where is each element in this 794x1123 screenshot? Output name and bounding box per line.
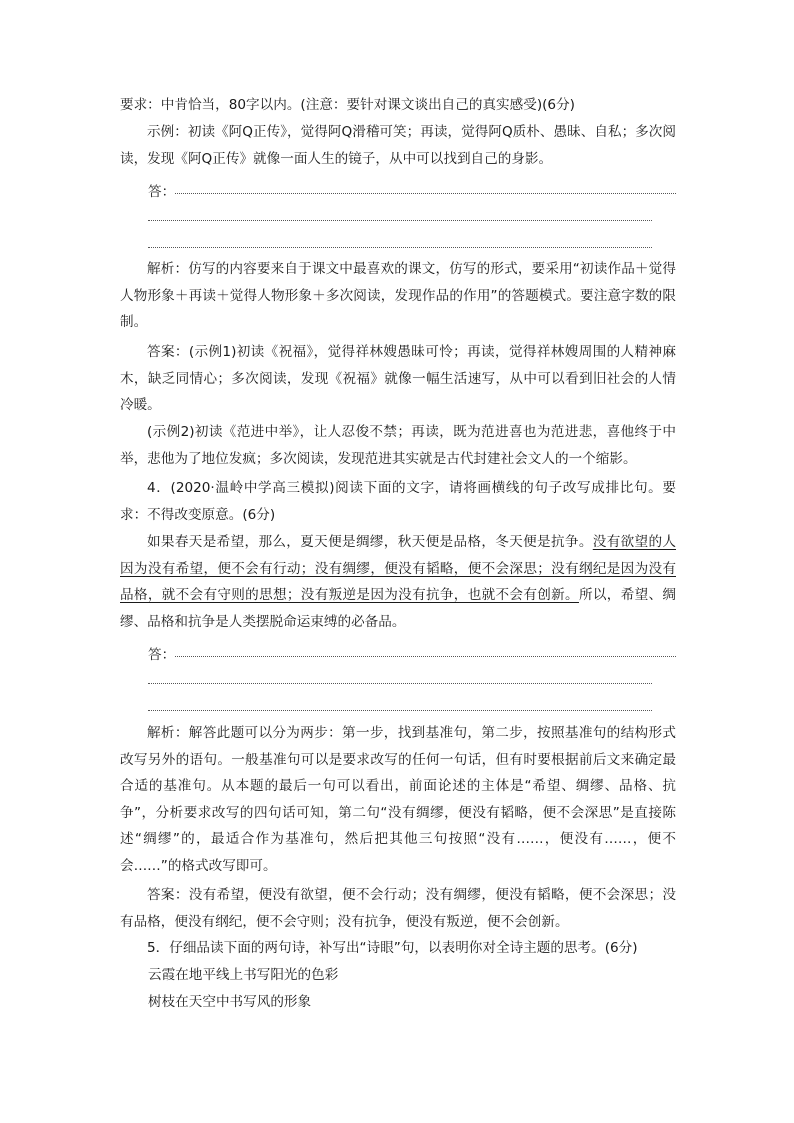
q5-poem-line-2: 树枝在天空中书写风的形象	[148, 994, 312, 1010]
q3-answer-line-2[interactable]	[148, 202, 652, 228]
q5-stem: 5．仔细品读下面的两句诗，补写出“诗眼”句，以表明你对全诗主题的思考。(6分)	[147, 940, 638, 956]
q4-answer: 答案：没有希望，便没有欲望，便不会行动；没有绸缪，便没有韬略，便不会深思；没有品格，便没有纲纪，便不会守则；没有抗争，便没有叛逆，便不会创新。	[120, 887, 676, 930]
q3-answer-example-2: (示例2)初读《范进中举》，让人忍俊不禁；再读，既为范进喜也为范进悲，喜他终于中举，悲他为了地位发疯；多次阅读，发现范进其实就是古代封建社会文人的一个缩影。	[120, 424, 676, 467]
q4-answer-line-1[interactable]	[175, 638, 676, 664]
q4-stem: 4．(2020·温岭中学高三模拟)阅读下面的文字，请将画横线的句子改写成排比句。要求：不得改变原意。(6分)	[120, 480, 676, 523]
q5-poem-line-1: 云霞在地平线上书写阳光的色彩	[148, 967, 339, 983]
q4-passage	[120, 529, 676, 635]
q4-analysis: 解析：解答此题可以分为两步：第一步，找到基准句，第二步，按照基准句的结构形式改写另外的语句。一般基准句可以是要求改写的任何一句话，但有时要根据前后文来确定最合适的基准句。从本题的最后一句可以看出，前面论述的主体是“希望、绸缪、品格、抗争”，分析要求改写的四句话可知，第二句“没有绸缪，便没有韬略，便不会深思”是直接陈述“绸缪”的，最适合作为基准句，然后把其他三句按照“没有……，便没有……，便不会……”的格式改写即可。	[120, 725, 676, 874]
q4-answer-line-3[interactable]	[148, 692, 652, 718]
q3-answer-line-1[interactable]	[175, 175, 676, 201]
q3-answer-line-3[interactable]	[148, 229, 652, 255]
q3-requirement: 要求：中肯恰当，80字以内。(注意：要针对课文谈出自己的真实感受)(6分)	[120, 97, 575, 113]
q3-answer-label: 答：	[148, 184, 176, 200]
q4-passage-tail: 所以，希望、绸缪、品格和抗争是人类摆脱命运束缚的必备品。	[120, 587, 677, 630]
q4-passage-underlined: 没有欲望的人因为没有希望，便不会有行动；没有绸缪，便没有韬略，便不会深思；没有纲纪是因为没有品格，就不会有守则的思想；没有叛逆是因为没有抗争，也就不会有创新。	[120, 534, 677, 603]
q3-analysis: 解析：仿写的内容要来自于课文中最喜欢的课文，仿写的形式，要采用“初读作品＋觉得人物形象＋再读＋觉得人物形象＋多次阅读，发现作品的作用”的答题模式。要注意字数的限制。	[120, 261, 676, 330]
q4-answer-label: 答：	[148, 647, 176, 663]
q4-answer-line-2[interactable]	[148, 665, 652, 691]
q3-example: 示例：初读《阿Q正传》，觉得阿Q滑稽可笑；再读，觉得阿Q质朴、愚昧、自私；多次阅读，发现《阿Q正传》就像一面人生的镜子，从中可以找到自己的身影。	[120, 124, 676, 167]
q4-passage-lead: 如果春天是希望，那么，夏天便是绸缪，秋天便是品格，冬天便是抗争。	[147, 534, 593, 550]
q3-answer-example-1: 答案：(示例1)初读《祝福》，觉得祥林嫂愚昧可怜；再读，觉得祥林嫂周围的人精神麻木，缺乏同情心；多次阅读，发现《祝福》就像一幅生活速写，从中可以看到旧社会的人情冷暖。	[120, 344, 676, 413]
